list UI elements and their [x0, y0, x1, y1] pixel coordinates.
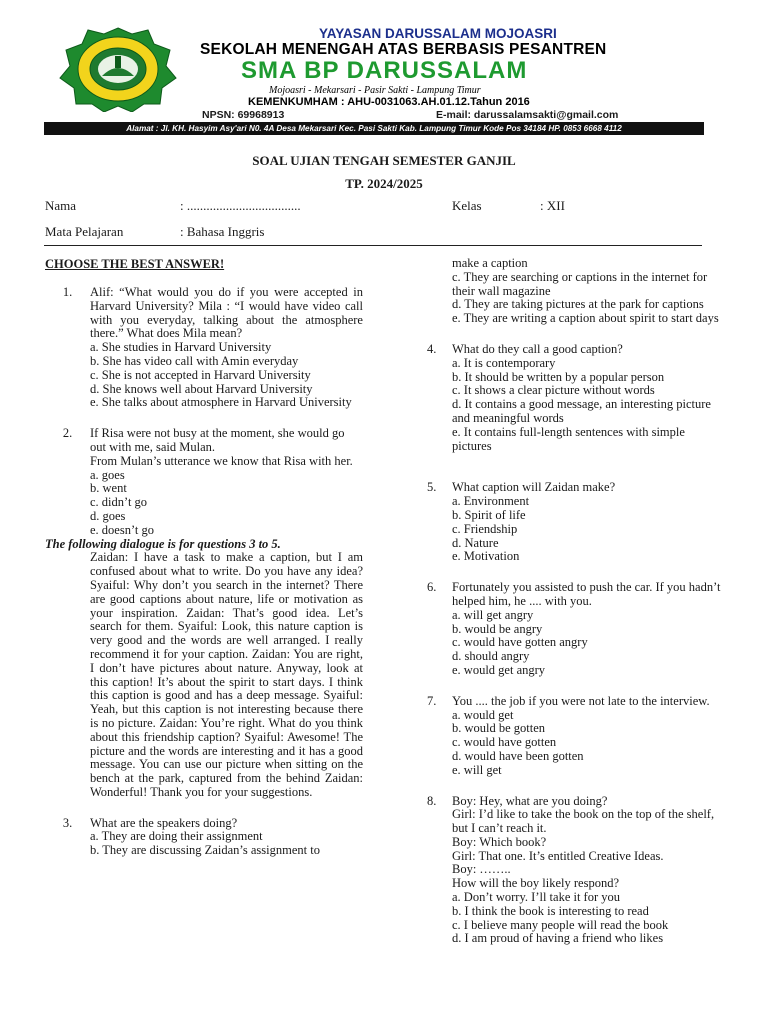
- foundation-name: YAYASAN DARUSSALAM MOJOASRI: [319, 26, 557, 41]
- question-text: What are the speakers doing?: [90, 815, 238, 830]
- question-4: [427, 343, 723, 453]
- dialogue-line: Boy: Hey, what are you doing?: [452, 793, 608, 808]
- dialogue-line: Boy: ……..: [452, 862, 511, 877]
- nama-label: Nama: [45, 198, 77, 213]
- dialogue-line: Boy: Which book?: [452, 834, 547, 849]
- option-b[interactable]: b. They are discussing Zaidan’s assignment to: [90, 843, 320, 858]
- question-text: Fortunately you assisted to push the car. If you hadn’t helped him, he .... with you.: [452, 580, 721, 608]
- school-name: SMA BP DARUSSALAM: [241, 57, 528, 84]
- option-d[interactable]: d. They are taking pictures at the park for captions: [452, 297, 704, 312]
- letterhead: [44, 24, 704, 136]
- question-number: 5.: [427, 480, 437, 495]
- option-e[interactable]: e. doesn’t go: [90, 522, 154, 537]
- option-e[interactable]: e. would get angry: [452, 662, 546, 677]
- option-c[interactable]: c. would have gotten: [452, 735, 557, 750]
- question-6: [427, 581, 723, 678]
- option-b[interactable]: b. She has video call with Amin everyday: [90, 353, 299, 368]
- option-a[interactable]: a. Environment: [452, 494, 530, 509]
- option-d[interactable]: d. I am proud of having a friend who likes: [452, 931, 664, 946]
- option-c[interactable]: c. I believe many people will read the book: [452, 917, 669, 932]
- dialogue-note: The following dialogue is for questions 3 to 5.: [45, 536, 281, 551]
- option-e[interactable]: e. It contains full-length sentences with simple pictures: [452, 424, 685, 453]
- kelas-value: : XII: [540, 198, 565, 213]
- option-e[interactable]: e. She talks about atmosphere in Harvard University: [90, 395, 352, 410]
- option-b-continued: make a caption: [452, 256, 528, 270]
- option-b[interactable]: b. Spirit of life: [452, 507, 526, 522]
- dialogue-line: Girl: I’d like to take the book on the top of the shelf, but I can’t reach it.: [452, 807, 715, 836]
- school-email: E-mail: darussalamsakti@gmail.com: [436, 109, 619, 121]
- question-text: You .... the job if you were not late to the interview.: [452, 693, 710, 708]
- option-d[interactable]: d. She knows well about Harvard University: [90, 381, 313, 396]
- option-a[interactable]: a. It is contemporary: [452, 355, 556, 370]
- option-b[interactable]: b. It should be written by a popular person: [452, 369, 665, 384]
- question-1: [45, 286, 363, 410]
- option-c[interactable]: c. didn’t go: [90, 495, 148, 510]
- dialogue-line: Girl: That one. It’s entitled Creative Ideas.: [452, 848, 664, 863]
- option-e[interactable]: e. They are writing a caption about spirit to start days: [452, 311, 719, 326]
- question-number: 6.: [427, 580, 437, 595]
- question-2: [45, 427, 363, 537]
- question-number: 7.: [427, 693, 437, 708]
- left-column: [45, 286, 363, 858]
- option-c[interactable]: c. Friendship: [452, 521, 518, 536]
- option-b[interactable]: b. would be angry: [452, 621, 543, 636]
- option-a[interactable]: a. Don’t worry. I’ll take it for you: [452, 890, 621, 905]
- question-number: 4.: [427, 341, 437, 356]
- question-3: [45, 817, 363, 858]
- option-a[interactable]: a. will get angry: [452, 607, 534, 622]
- question-text: If Risa were not busy at the moment, she would go out with me, said Mulan.: [90, 426, 345, 454]
- question-5: [427, 481, 723, 564]
- option-d[interactable]: d. would have been gotten: [452, 748, 584, 763]
- option-c[interactable]: c. She is not accepted in Harvard University: [90, 367, 311, 382]
- option-d[interactable]: d. should angry: [452, 649, 530, 664]
- option-a[interactable]: a. She studies in Harvard University: [90, 340, 272, 355]
- option-c[interactable]: c. It shows a clear picture without words: [452, 383, 655, 398]
- option-e[interactable]: e. Motivation: [452, 549, 520, 564]
- dialogue-text: Zaidan: I have a task to make a caption, but I am confused about what to write. Do you have any idea? Syaiful: Why don’t you search in the internet? There are good captions about nature, life or motivation as your inspiration. Zaidan: That’s good idea. Let’s search for them. Syaiful: Look, this nature caption is very good and the words are well arranged. I really recommend it for your caption. Zaidan: You are right, I don’t have pictures about nature. Anyway, look at this caption! It’s about the spirit to start days. I think this caption is good and has a deep message. Syaiful: Yeah, but this caption is not interesting because there is no picture. Zaidan: You’re right. What do you think about this friendship caption? Syaiful: Awesome! The picture and the words are interesting and it has a good message. You can use our picture when sitting on the bench at the park, captured from the behind Zaidan: Wonderful! Thank you for your suggestions.: [90, 550, 363, 799]
- kemenkumham-number: KEMENKUMHAM : AHU-0031063.AH.01.12.Tahun 2016: [248, 96, 530, 108]
- question-prompt: From Mulan’s utterance we know that Risa with her.: [90, 453, 353, 468]
- address-bar: Alamat : Jl. KH. Hasyim Asy'ari N0. 4A Desa Mekarsari Kec. Pasi Sakti Kab. Lampung Timur Kode Pos 34184 HP. 0853 6668 4112: [44, 122, 704, 135]
- option-d[interactable]: d. It contains a good message, an interesting picture and meaningful words: [452, 397, 711, 425]
- option-b[interactable]: b. would be gotten: [452, 721, 546, 736]
- kelas-label: Kelas: [452, 198, 482, 213]
- option-a[interactable]: a. goes: [90, 467, 125, 482]
- question-number: 8.: [427, 793, 437, 808]
- option-c[interactable]: c. They are searching or captions in the internet for their wall magazine: [452, 269, 708, 298]
- option-b[interactable]: b. I think the book is interesting to read: [452, 903, 649, 918]
- header-divider: [44, 245, 702, 246]
- question-text: What caption will Zaidan make?: [452, 480, 616, 495]
- question-text: What do they call a good caption?: [452, 341, 623, 356]
- option-d[interactable]: d. Nature: [452, 535, 499, 550]
- question-text: How will the boy likely respond?: [452, 876, 619, 891]
- school-logo: [58, 26, 178, 112]
- question-number: 3.: [62, 815, 73, 830]
- npsn: NPSN: 69968913: [202, 109, 285, 121]
- option-c[interactable]: c. would have gotten angry: [452, 635, 588, 650]
- option-a[interactable]: a. They are doing their assignment: [90, 829, 263, 844]
- question-text: Alif: “What would you do if you were accepted in Harvard University? Mila : “I would have video call with you everyday, talking about the atmosphere there.” What does Mila mean?: [90, 285, 363, 341]
- school-type: SEKOLAH MENENGAH ATAS BERBASIS PESANTREN: [200, 41, 607, 58]
- question-number: 1.: [62, 285, 73, 299]
- option-b[interactable]: b. went: [90, 481, 127, 496]
- school-tagline: Mojoasri - Mekarsari - Pasir Sakti - Lampung Timur: [269, 85, 481, 96]
- instruction: CHOOSE THE BEST ANSWER!: [45, 257, 225, 271]
- option-d[interactable]: d. goes: [90, 508, 126, 523]
- question-8: [427, 795, 723, 947]
- nama-field[interactable]: : ...................................: [180, 198, 301, 213]
- question-7: [427, 695, 723, 778]
- exam-year: TP. 2024/2025: [345, 176, 423, 191]
- right-column: [427, 257, 723, 946]
- option-a[interactable]: a. would get: [452, 707, 514, 722]
- exam-title: SOAL UJIAN TENGAH SEMESTER GANJIL: [252, 153, 516, 168]
- mapel-value: : Bahasa Inggris: [180, 224, 265, 239]
- mapel-label: Mata Pelajaran: [45, 224, 124, 239]
- option-e[interactable]: e. will get: [452, 762, 502, 777]
- question-number: 2.: [62, 426, 73, 441]
